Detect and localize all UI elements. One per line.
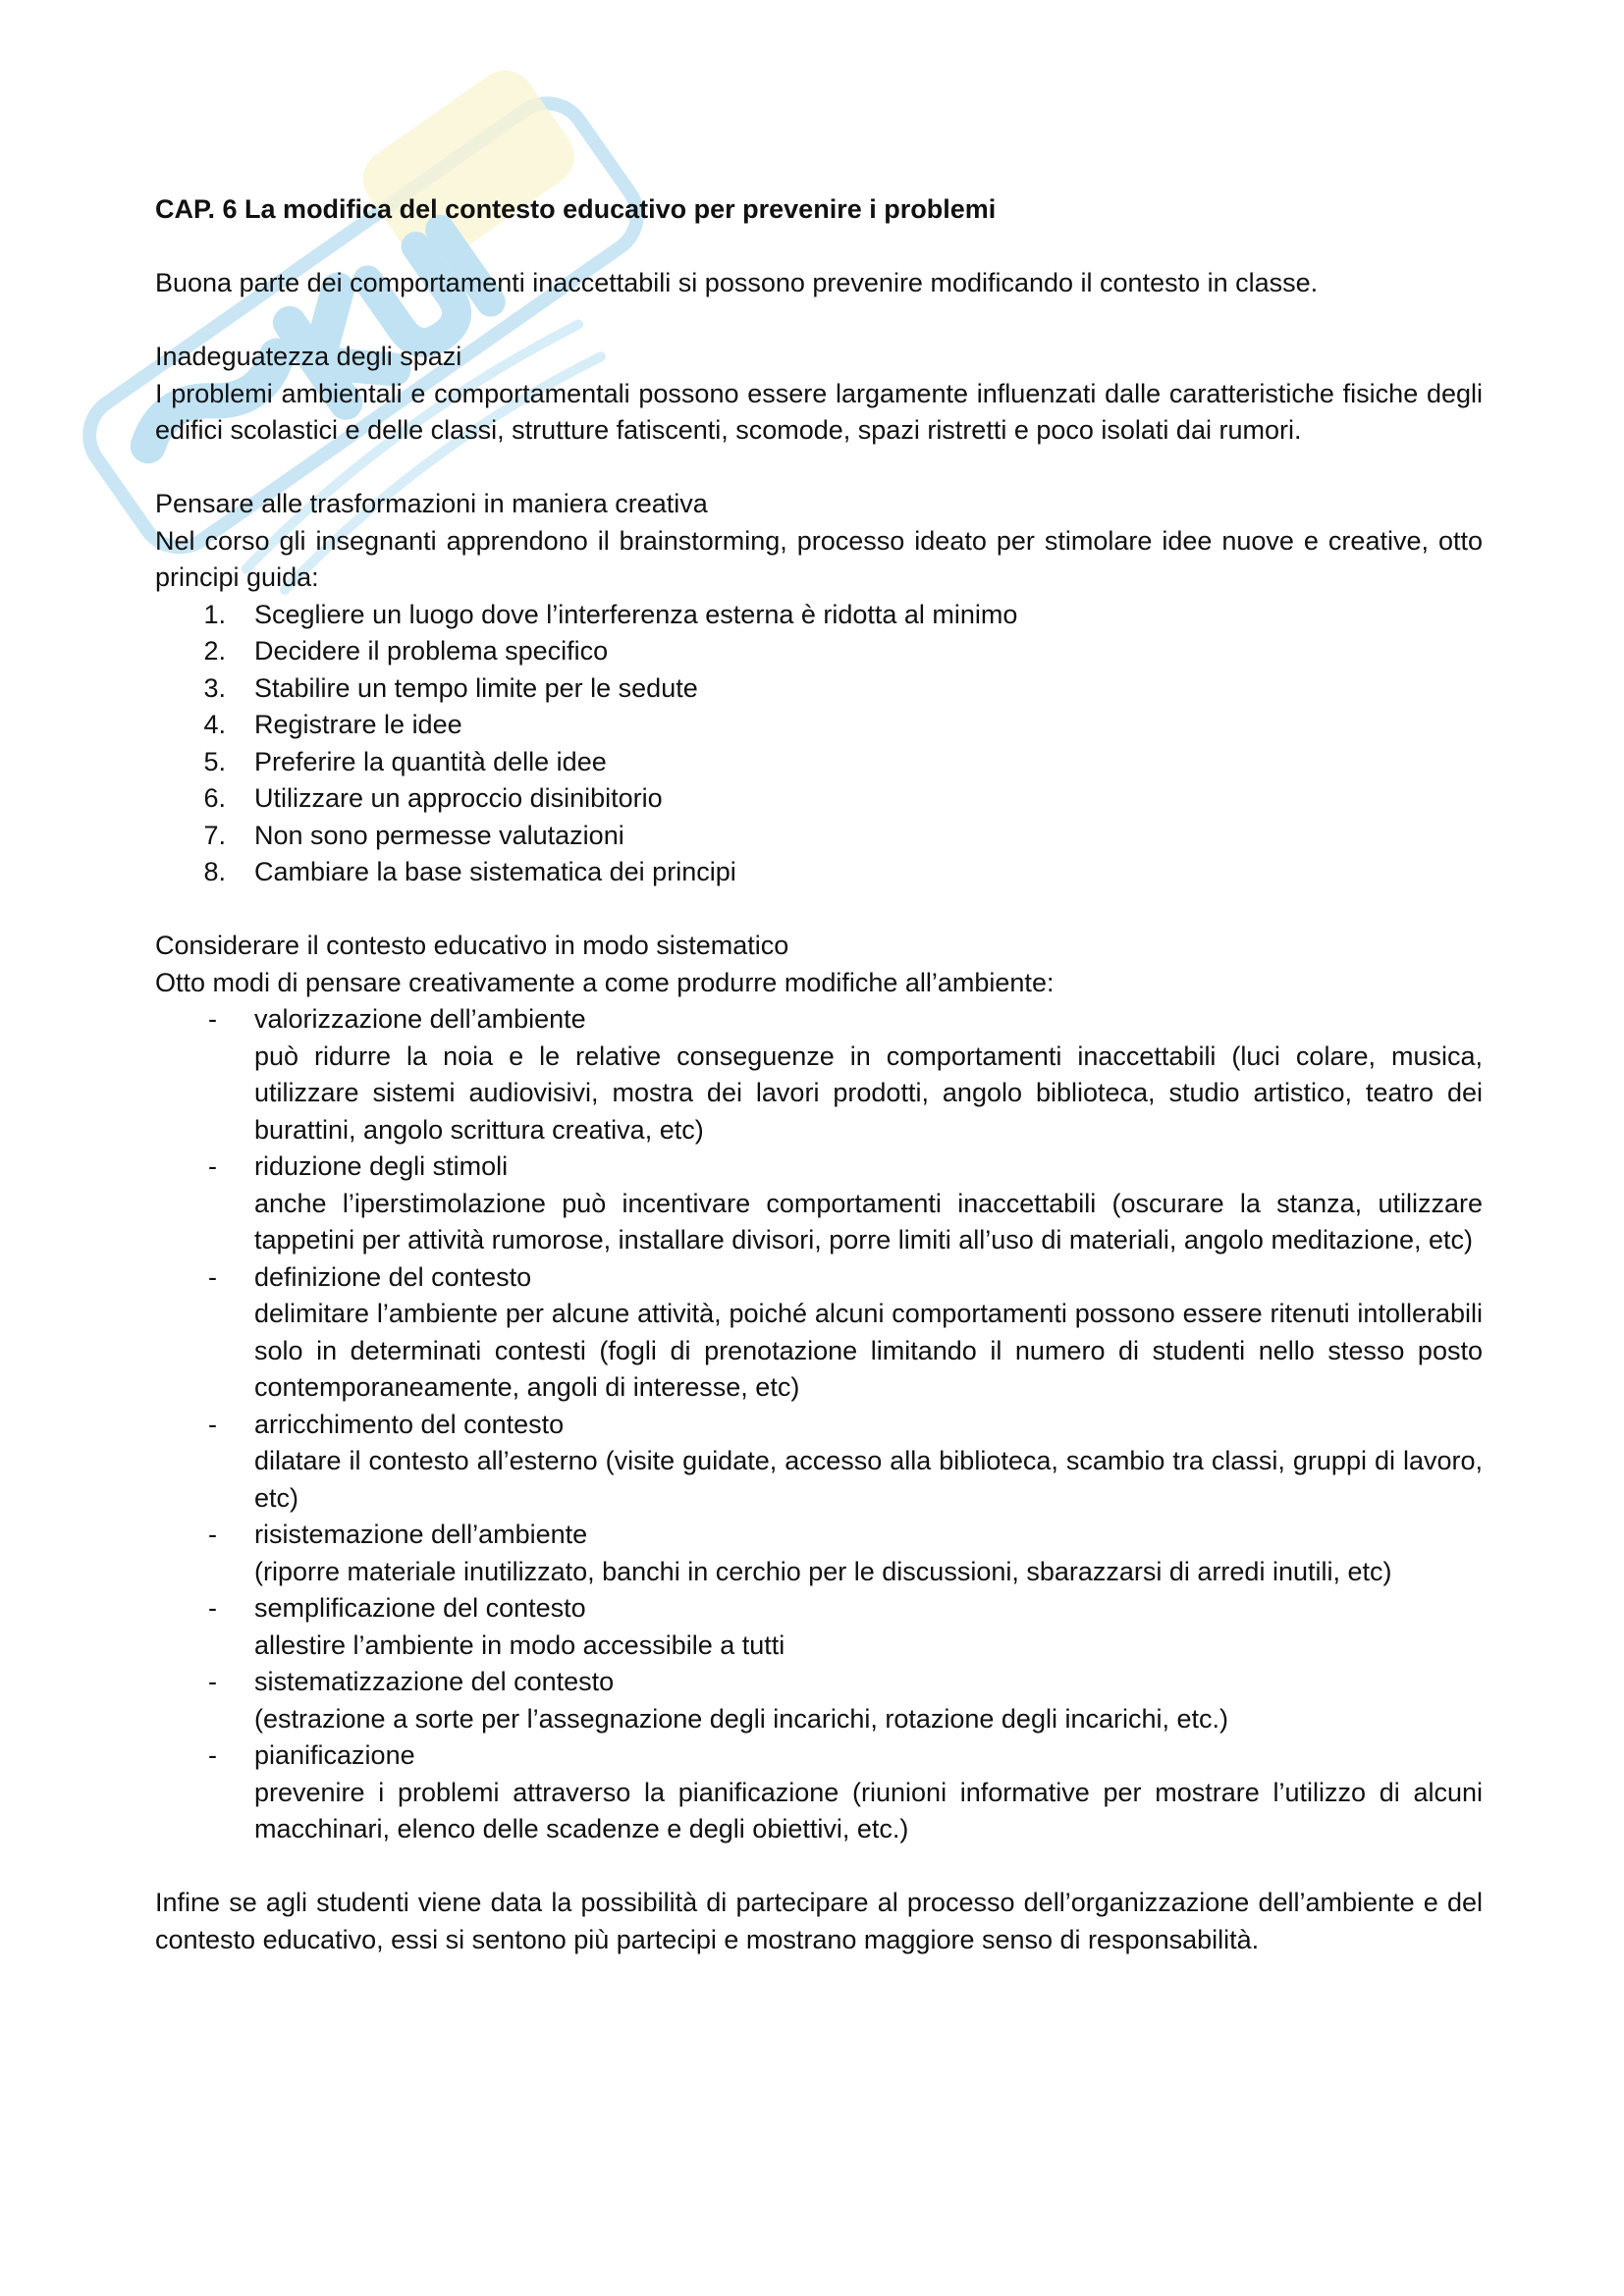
list-item <box>155 1737 1483 1848</box>
list-text: Non sono permesse valutazioni <box>254 820 624 850</box>
list-dash: - <box>208 1520 217 1549</box>
list-text: Cambiare la base sistematica dei principi <box>254 857 736 886</box>
section-heading: Considerare il contesto educativo in modo sistematico <box>155 931 789 960</box>
section-text: Nel corso gli insegnanti apprendono il brainstorming, processo ideato per stimolare idee nuove e creative, otto principi guida: <box>155 525 1483 592</box>
list-text: Scegliere un luogo dove l’interferenza esterna è ridotta al minimo <box>254 599 1018 629</box>
list-term: riduzione degli stimoli <box>254 1151 509 1181</box>
list-term: sistematizzazione del contesto <box>254 1667 615 1696</box>
list-number: 4. <box>203 710 226 739</box>
document-page <box>155 191 1483 1958</box>
modes-list <box>155 1001 1483 1848</box>
document-title: CAP. 6 La modifica del contesto educativo per prevenire i problemi <box>155 194 997 224</box>
intro-paragraph: Buona parte dei comportamenti inaccettabili si possono prevenire modificando il contesto in classe. <box>155 268 1319 297</box>
conclusion-paragraph: Infine se agli studenti viene data la possibilità di partecipare al processo dell’organizzazione dell’ambiente e del contesto educativo, essi si sentono più partecipi e mostrano maggiore senso di responsabilità. <box>155 1888 1483 1954</box>
list-term: valorizzazione dell’ambiente <box>254 1004 586 1034</box>
list-item <box>155 707 1483 744</box>
list-term: definizione del contesto <box>254 1261 532 1292</box>
list-item <box>155 1001 1483 1148</box>
list-term: risistemazione dell’ambiente <box>254 1520 588 1549</box>
list-item <box>155 597 1483 634</box>
list-description: (estrazione a sorte per l’assegnazione degli incarichi, rotazione degli incarichi, etc.) <box>254 1703 1229 1734</box>
list-item <box>155 1517 1483 1590</box>
section-systematic-context <box>155 928 1483 1848</box>
list-item <box>155 854 1483 891</box>
list-term: arricchimento del contesto <box>254 1409 565 1439</box>
list-description: (riporre materiale inutilizzato, banchi in cerchio per le discussioni, sbarazzarsi di arredi inutili, etc) <box>254 1556 1392 1586</box>
section-text: Otto modi di pensare creativamente a come produrre modifiche all’ambiente: <box>155 967 1055 997</box>
list-dash: - <box>208 1151 217 1181</box>
list-dash: - <box>208 1409 217 1439</box>
list-term: semplificazione del contesto <box>254 1593 586 1623</box>
list-item <box>155 780 1483 818</box>
list-number: 6. <box>203 783 226 813</box>
list-number: 2. <box>203 636 226 666</box>
list-term: pianificazione <box>254 1740 415 1770</box>
list-item <box>155 744 1483 781</box>
list-item <box>155 818 1483 855</box>
list-dash: - <box>208 1261 217 1292</box>
list-dash: - <box>208 1593 217 1623</box>
section-text: I problemi ambientali e comportamentali possono essere largamente influenzati dalle caratteristiche fisiche degli edifici scolastici e delle classi, strutture fatiscenti, scomode, spazi ristretti e poco isolati dai rumori. <box>155 378 1483 445</box>
list-item <box>155 633 1483 670</box>
list-number: 8. <box>203 857 226 886</box>
list-text: Decidere il problema specifico <box>254 636 609 666</box>
list-item <box>155 1407 1483 1518</box>
section-heading: Pensare alle trasformazioni in maniera creativa <box>155 489 708 518</box>
list-number: 3. <box>203 672 226 703</box>
list-text: Preferire la quantità delle idee <box>254 746 607 776</box>
list-text: Stabilire un tempo limite per le sedute <box>254 672 698 703</box>
list-text: Utilizzare un approccio disinibitorio <box>254 783 663 813</box>
section-heading: Inadeguatezza degli spazi <box>155 342 462 371</box>
list-dash: - <box>208 1667 217 1696</box>
section-creative-transformations <box>155 486 1483 891</box>
list-item <box>155 1148 1483 1259</box>
list-number: 5. <box>203 746 226 776</box>
list-description: anche l’iperstimolazione può incentivare comportamenti inaccettabili (oscurare la stanza, utilizzare tappetini per attività rumorose, installare divisori, porre limiti all’uso di materiali, angolo meditazione, etc) <box>254 1188 1483 1255</box>
list-item <box>155 1590 1483 1664</box>
list-description: può ridurre la noia e le relative conseguenze in comportamenti inaccettabili (luci colare, musica, utilizzare sistemi audiovisivi, mostra dei lavori prodotti, angolo biblioteca, studio artistico, teatro dei burattini, angolo scrittura creativa, etc) <box>254 1041 1483 1145</box>
list-description: allestire l’ambiente in modo accessibile a tutti <box>254 1629 785 1660</box>
list-dash: - <box>208 1740 217 1770</box>
list-dash: - <box>208 1004 217 1034</box>
list-text: Registrare le idee <box>254 710 462 739</box>
principles-list <box>155 597 1483 891</box>
list-item <box>155 670 1483 708</box>
list-item <box>155 1664 1483 1737</box>
list-description: prevenire i problemi attraverso la pianificazione (riunioni informative per mostrare l’utilizzo di alcuni macchinari, elenco delle scadenze e degli obiettivi, etc.) <box>254 1777 1483 1843</box>
list-number: 7. <box>203 820 226 850</box>
section-spaces <box>155 339 1483 450</box>
list-item <box>155 1259 1483 1407</box>
list-description: dilatare il contesto all’esterno (visite guidate, accesso alla biblioteca, scambio tra classi, gruppi di lavoro, etc) <box>254 1446 1483 1513</box>
list-description: delimitare l’ambiente per alcune attività, poiché alcuni comportamenti possono essere ritenuti intollerabili solo in determinati contesti (fogli di prenotazione limitando il numero di studenti nello stesso posto contemporaneamente, angoli di interesse, etc) <box>254 1299 1483 1402</box>
list-number: 1. <box>203 599 226 629</box>
